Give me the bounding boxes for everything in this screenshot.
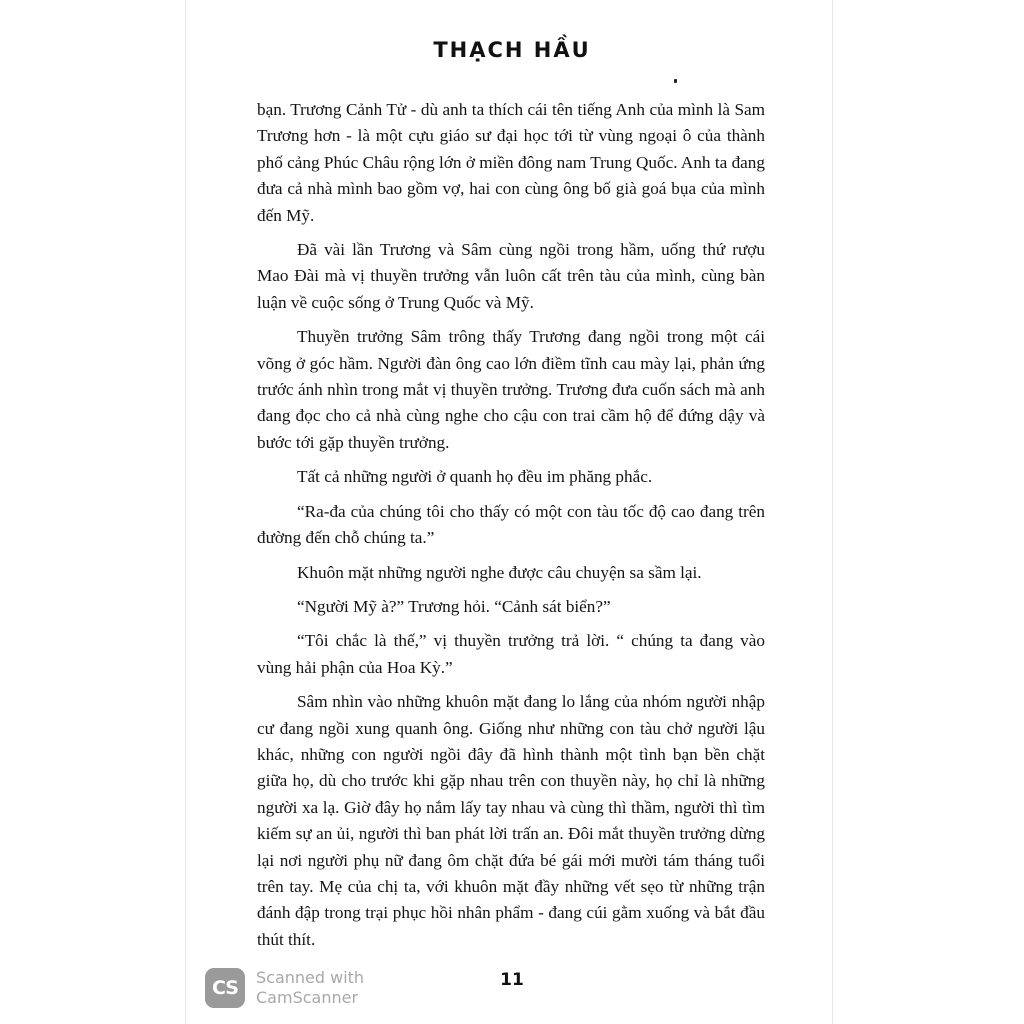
page-number: 11 bbox=[500, 970, 524, 990]
paragraph-9: Sâm nhìn vào những khuôn mặt đang lo lắng của nhóm người nhập cư đang ngồi xung quanh ông. Giống như những con tàu chở người lậu khác, những con người ngồi đây đã hình thành một tình bạn bền chặt giữa họ, dù cho trước khi gặp nhau trên con thuyền này, họ chỉ là những người xa lạ. Giờ đây họ nắm lấy tay nhau và cùng thì thầm, người thì tìm kiếm sự an ủi, người thì ban phát lời trấn an. Đôi mắt thuyền trưởng dừng lại nơi người phụ nữ đang ôm chặt đứa bé gái mới mười tám tháng tuổi trên tay. Mẹ của chị ta, với khuôn mặt đầy những vết sẹo từ những trận đánh đập trong trại phục hồi nhân phẩm - đang cúi gằm xuống và bắt đầu thút thít. bbox=[257, 692, 765, 949]
page-left-edge bbox=[185, 0, 186, 1024]
paragraph-5: “Ra-đa của chúng tôi cho thấy có một con tàu tốc độ cao đang trên đường đến chỗ chúng ta.” bbox=[257, 501, 765, 548]
body-text bbox=[257, 97, 765, 961]
paragraph-7: “Người Mỹ à?” Trương hỏi. “Cảnh sát biển?” bbox=[297, 596, 611, 616]
running-header-title: THẠCH HẦU bbox=[433, 38, 591, 62]
paragraph-3: Thuyền trưởng Sâm trông thấy Trương đang ngồi trong một cái võng ở góc hầm. Người đàn ông cao lớn điềm tĩnh cau mày lại, phản ứng trước ánh nhìn trong mắt vị thuyền trưởng. Trương đưa cuốn sách mà anh đang đọc cho cả nhà cùng nghe cho cậu con trai cầm hộ để đứng dậy và bước tới gặp thuyền trưởng. bbox=[257, 327, 765, 452]
camscanner-logo-letters: CS bbox=[212, 977, 238, 999]
paragraph-2: Đã vài lần Trương và Sâm cùng ngồi trong hầm, uống thứ rượu Mao Đài mà vị thuyền trưởng vẫn luôn cất trên tàu của mình, cùng bàn luận về cuộc sống ở Trung Quốc và Mỹ. bbox=[257, 240, 765, 312]
watermark-line-2: CamScanner bbox=[256, 988, 359, 1007]
paragraph-8: “Tôi chắc là thế,” vị thuyền trưởng trả lời. “ chúng ta đang vào vùng hải phận của Hoa Kỳ.” bbox=[257, 631, 765, 677]
ink-speck bbox=[674, 79, 677, 83]
page-right-edge bbox=[832, 0, 833, 1024]
camscanner-logo-icon bbox=[205, 968, 245, 1008]
paragraph-4: Tất cả những người ở quanh họ đều im phăng phắc. bbox=[297, 467, 653, 487]
paragraph-1: bạn. Trương Cảnh Tử - dù anh ta thích cái tên tiếng Anh của mình là Sam Trương hơn - là một cựu giáo sư đại học tới từ vùng ngoại ô của thành phố cảng Phúc Châu rộng lớn ở miền đông nam Trung Quốc. Anh ta đang đưa cả nhà mình bao gồm vợ, hai con cùng ông bố già goá bụa của mình đến Mỹ. bbox=[257, 100, 765, 225]
watermark-line-1: Scanned with bbox=[256, 968, 365, 987]
scanner-watermark bbox=[256, 968, 364, 1008]
paragraph-6: Khuôn mặt những người nghe được câu chuyện sa sầm lại. bbox=[297, 562, 702, 582]
